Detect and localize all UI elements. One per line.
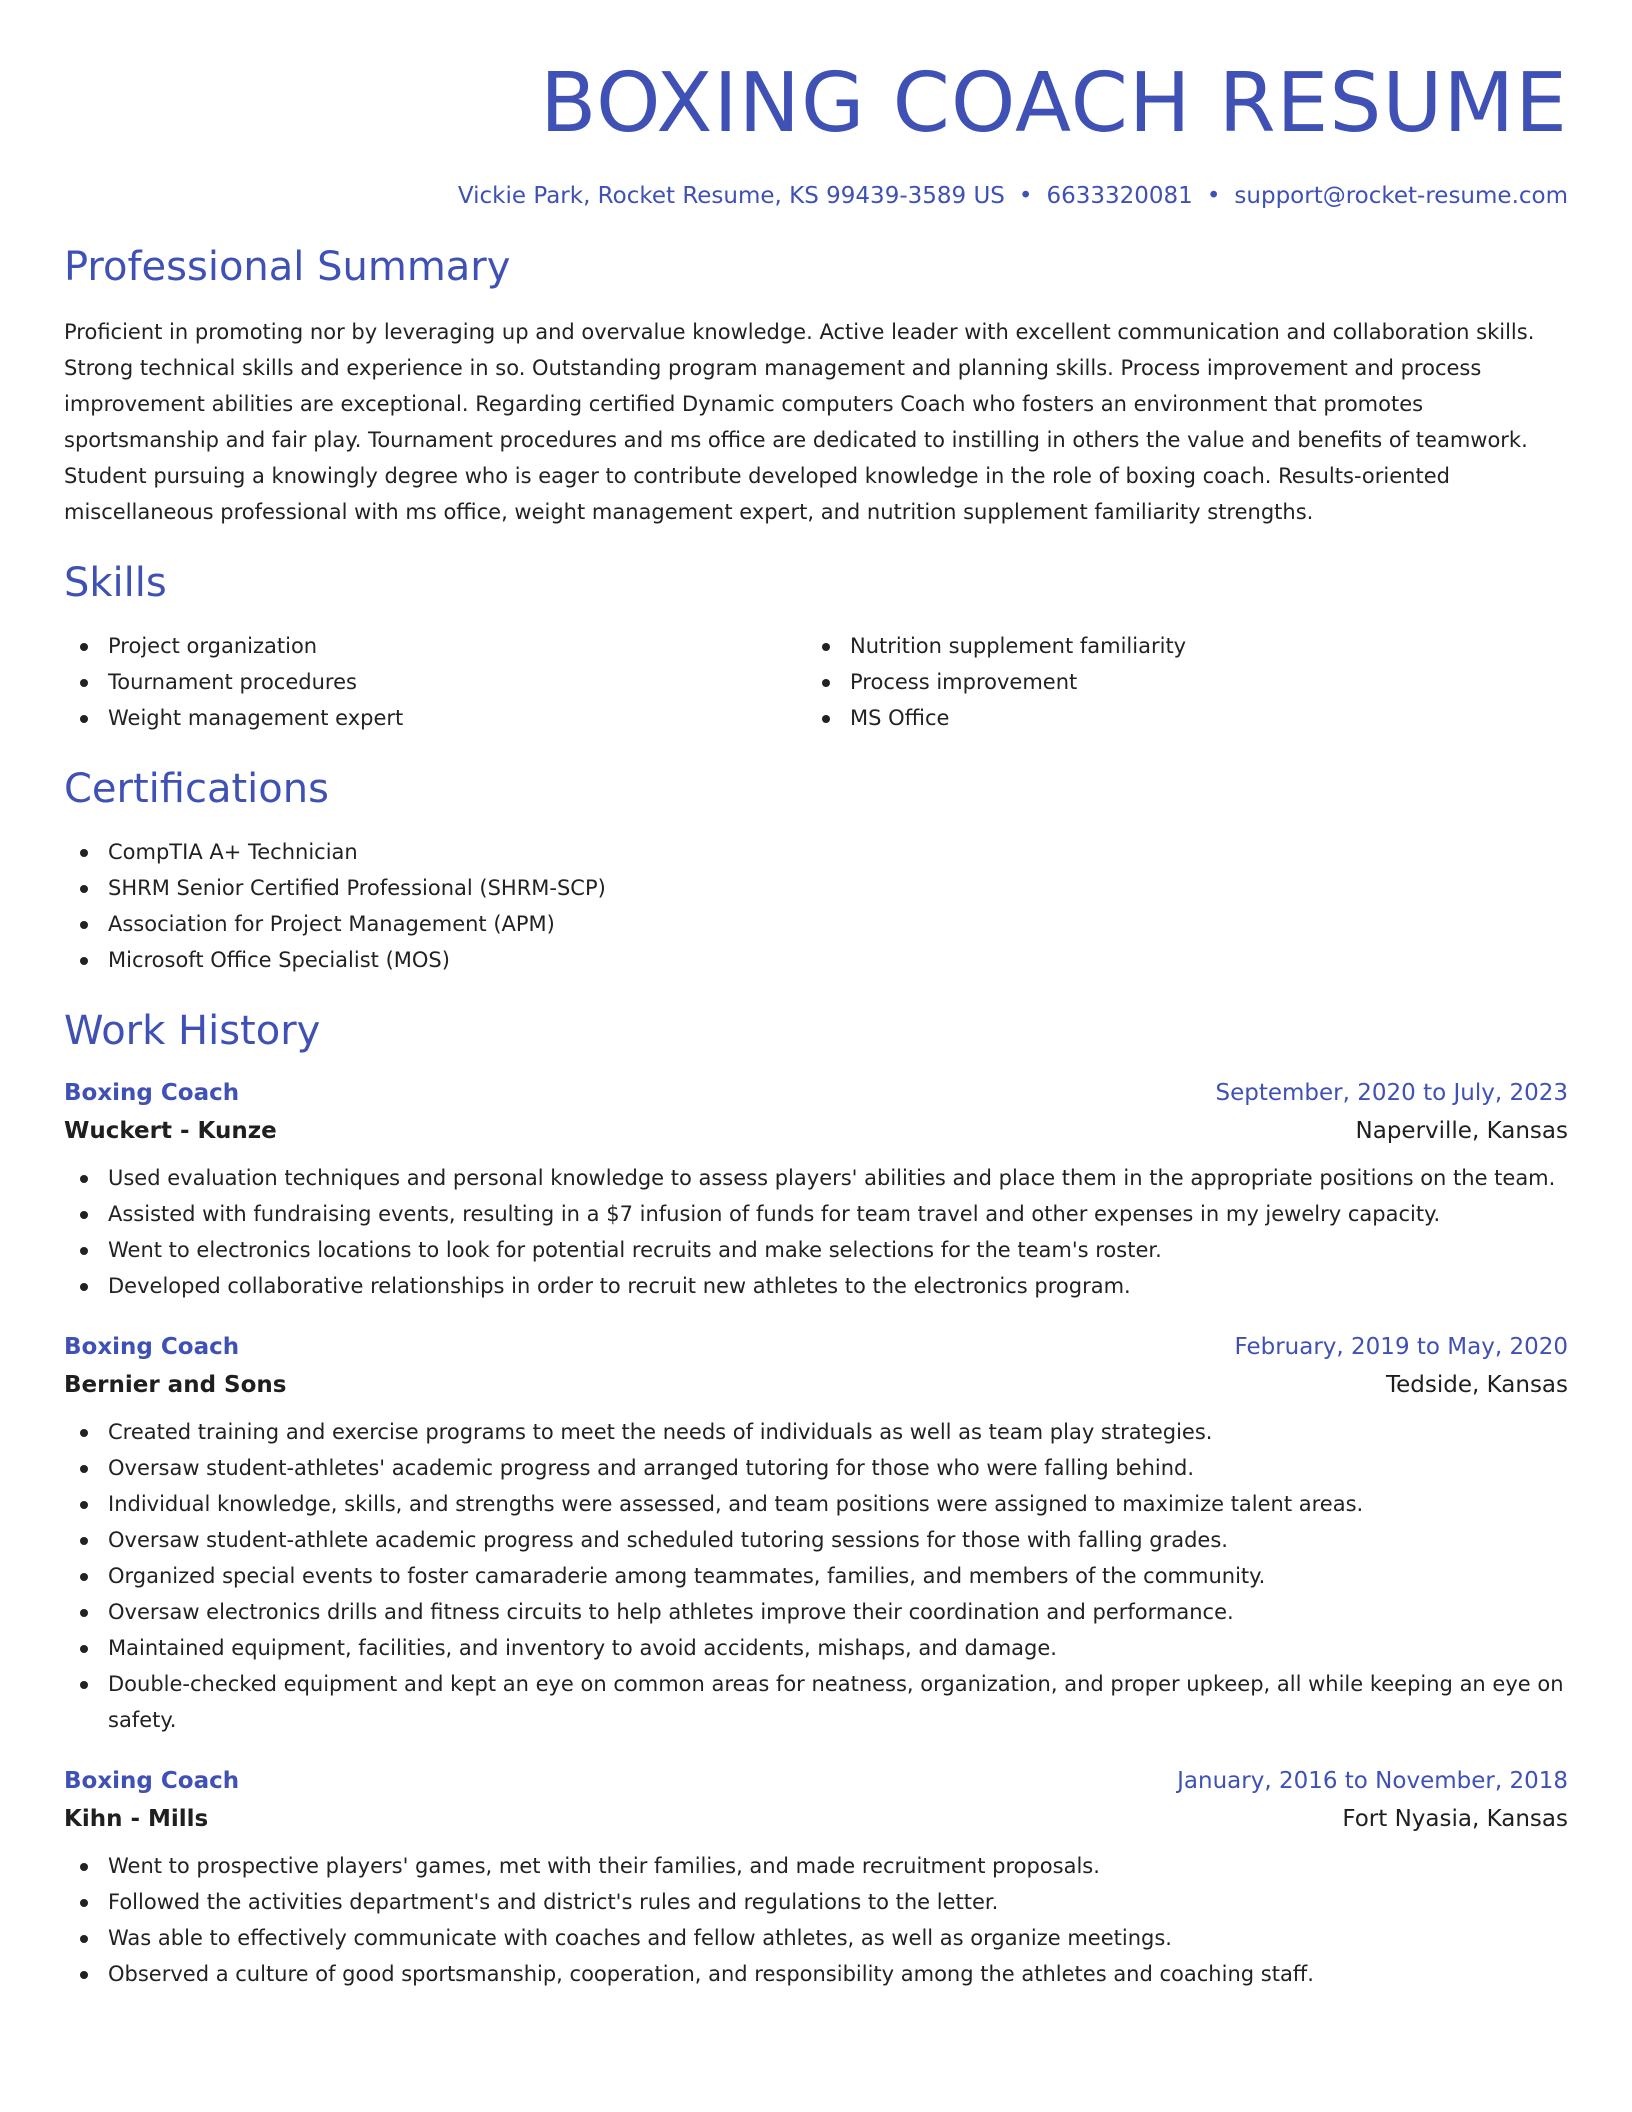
job-bullet: Individual knowledge, skills, and strengths were assessed, and team positions were assigned to maximize talent areas. [64, 1486, 1568, 1522]
skill-item: Nutrition supplement familiarity [806, 628, 1548, 664]
job-title: Boxing Coach [64, 1768, 240, 1794]
contact-line [64, 180, 1568, 212]
job-bullet: Oversaw student-athletes' academic progress and arranged tutoring for those who were falling behind. [64, 1450, 1568, 1486]
work-history-list [64, 1074, 1568, 1992]
job-bullet: Followed the activities department's and district's rules and regulations to the letter. [64, 1884, 1568, 1920]
job-bullet: Created training and exercise programs to meet the needs of individuals as well as team play strategies. [64, 1414, 1568, 1450]
certification-item: CompTIA A+ Technician [64, 834, 1568, 870]
job-company: Wuckert - Kunze [64, 1118, 277, 1144]
skill-item: Process improvement [806, 664, 1548, 700]
resume-title: BOXING COACH RESUME [540, 56, 1568, 151]
skill-item: Tournament procedures [64, 664, 806, 700]
job-title: Boxing Coach [64, 1334, 240, 1360]
certifications-heading: Certifications [64, 766, 329, 812]
job-bullet: Double-checked equipment and kept an eye on common areas for neatness, organization, and proper upkeep, all while keeping an eye on safety. [64, 1666, 1568, 1738]
certification-item: Microsoft Office Specialist (MOS) [64, 942, 1568, 978]
summary-text: Proficient in promoting nor by leveraging up and overvalue knowledge. Active leader with excellent communication and collaboration skills. Strong technical skills and experience in so. Outstanding program management and planning skills. Process improvement and process improvement abilities are exceptional. Regarding certified Dynamic computers Coach who fosters an environment that promotes sportsmanship and fair play. Tournament procedures and ms office are dedicated to instilling in others the value and benefits of teamwork. Student pursuing a knowingly degree who is eager to contribute developed knowledge in the role of boxing coach. Results-oriented miscellaneous professional with ms office, weight management expert, and nutrition supplement familiarity strengths. [64, 320, 1535, 524]
certifications-list [64, 834, 1568, 978]
separator-dot: • [1018, 183, 1033, 209]
job-company: Bernier and Sons [64, 1372, 287, 1398]
skills-column-left [64, 628, 806, 736]
skill-item: Project organization [64, 628, 806, 664]
separator-dot: • [1206, 183, 1221, 209]
job-bullets [64, 1160, 1568, 1304]
contact-email[interactable]: support@rocket-resume.com [1234, 183, 1568, 209]
job-title: Boxing Coach [64, 1080, 240, 1106]
job-bullet: Assisted with fundraising events, resulting in a $7 infusion of funds for team travel and other expenses in my jewelry capacity. [64, 1196, 1568, 1232]
job-entry [64, 1762, 1568, 1992]
job-location: Tedside, Kansas [1385, 1372, 1568, 1398]
job-dates: February, 2019 to May, 2020 [1234, 1334, 1568, 1360]
job-bullet: Organized special events to foster camaraderie among teammates, families, and members of the community. [64, 1558, 1568, 1594]
contact-address: Vickie Park, Rocket Resume, KS 99439-3589 US [457, 183, 1005, 209]
job-location: Fort Nyasia, Kansas [1342, 1806, 1568, 1832]
job-bullet: Maintained equipment, facilities, and inventory to avoid accidents, mishaps, and damage. [64, 1630, 1568, 1666]
job-bullet: Oversaw electronics drills and fitness circuits to help athletes improve their coordination and performance. [64, 1594, 1568, 1630]
job-location: Naperville, Kansas [1355, 1118, 1568, 1144]
job-bullets [64, 1848, 1568, 1992]
job-dates: January, 2016 to November, 2018 [1177, 1768, 1568, 1794]
job-dates: September, 2020 to July, 2023 [1215, 1080, 1568, 1106]
contact-phone: 6633320081 [1046, 183, 1193, 209]
job-entry [64, 1074, 1568, 1304]
resume-page [64, 0, 1568, 1992]
job-bullet: Oversaw student-athlete academic progress and scheduled tutoring sessions for those with falling grades. [64, 1522, 1568, 1558]
job-bullet: Went to prospective players' games, met with their families, and made recruitment proposals. [64, 1848, 1568, 1884]
summary-heading: Professional Summary [64, 244, 511, 290]
skills-heading: Skills [64, 560, 167, 606]
job-bullet: Observed a culture of good sportsmanship, cooperation, and responsibility among the athletes and coaching staff. [64, 1956, 1568, 1992]
skills-list [64, 628, 1568, 736]
skill-item: MS Office [806, 700, 1548, 736]
job-bullet: Developed collaborative relationships in order to recruit new athletes to the electronics program. [64, 1268, 1568, 1304]
job-entry [64, 1328, 1568, 1738]
certification-item: SHRM Senior Certified Professional (SHRM-SCP) [64, 870, 1568, 906]
work-history-heading: Work History [64, 1008, 321, 1054]
job-company: Kihn - Mills [64, 1806, 209, 1832]
certification-item: Association for Project Management (APM) [64, 906, 1568, 942]
job-bullet: Used evaluation techniques and personal knowledge to assess players' abilities and place them in the appropriate positions on the team. [64, 1160, 1568, 1196]
skill-item: Weight management expert [64, 700, 806, 736]
job-bullet: Went to electronics locations to look for potential recruits and make selections for the team's roster. [64, 1232, 1568, 1268]
skills-column-right [806, 628, 1548, 736]
job-bullets [64, 1414, 1568, 1738]
job-bullet: Was able to effectively communicate with coaches and fellow athletes, as well as organize meetings. [64, 1920, 1568, 1956]
